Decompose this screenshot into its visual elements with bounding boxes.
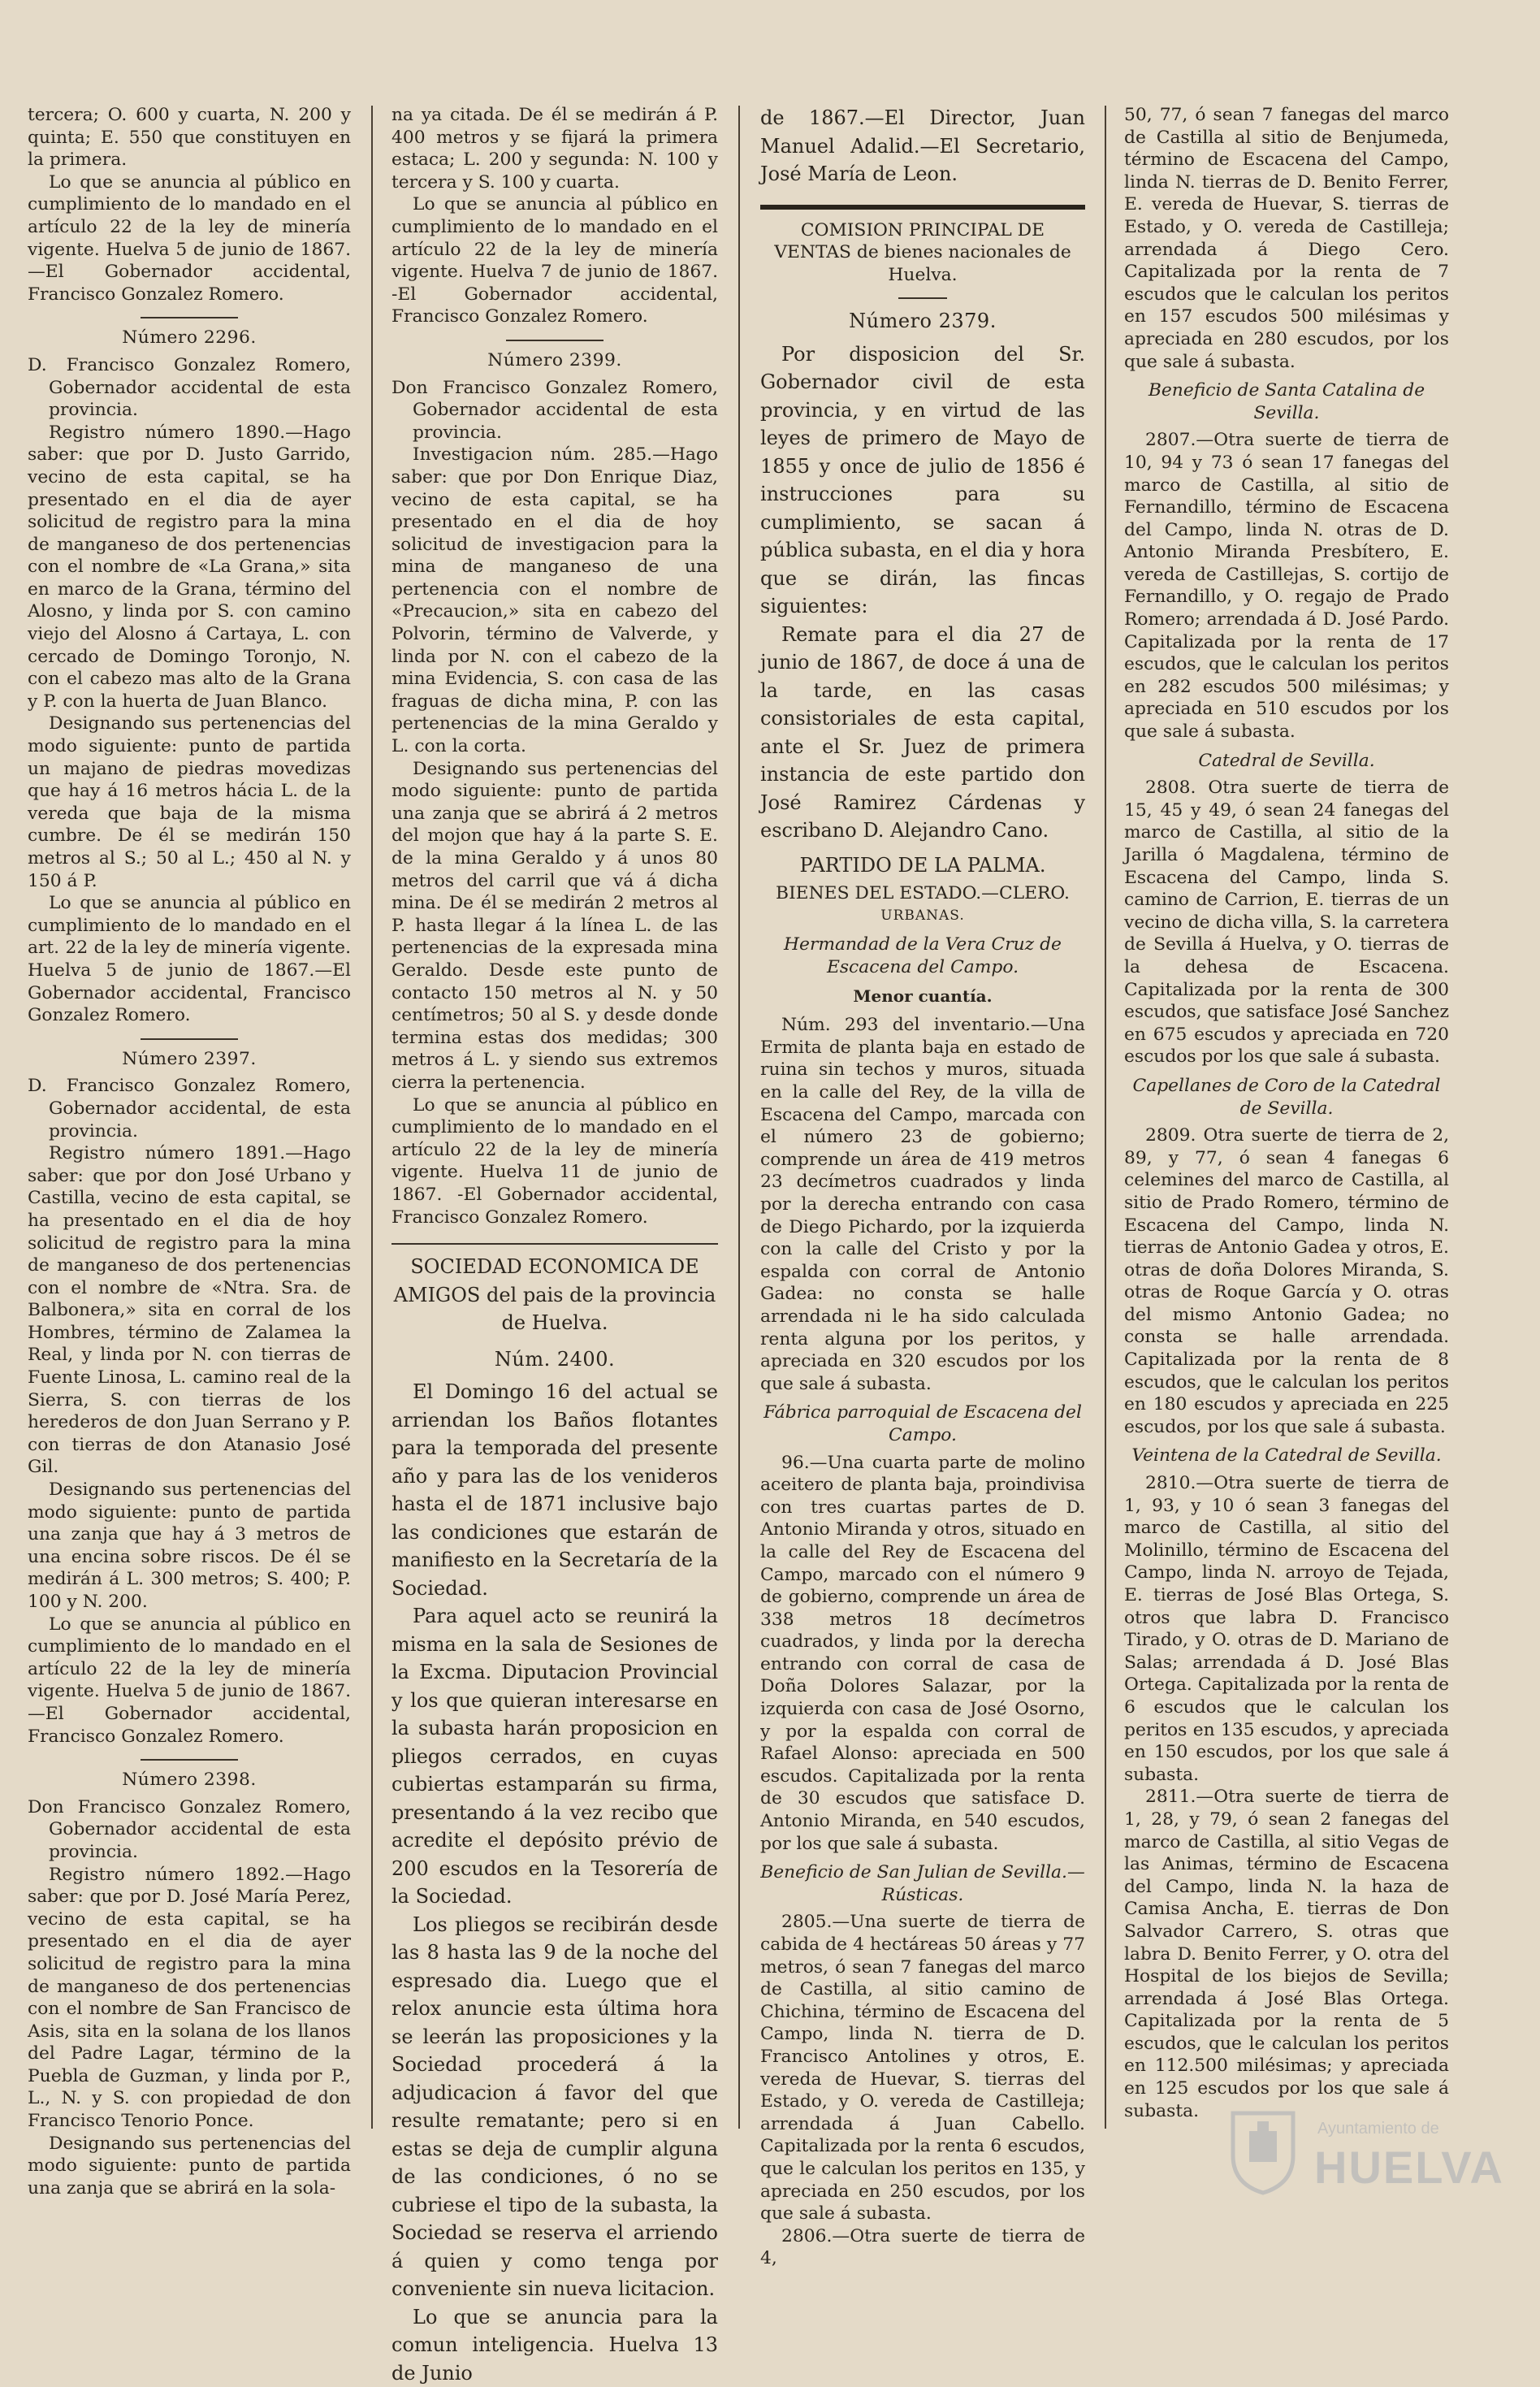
paragraph: Remate para el dia 27 de junio de 1867, de doce á una de la tarde, en las casas consistoriales de esta capital, ante el Sr. Juez de primera instancia de este partido don José Ramirez Cárdenas y escribano D. Alejandro Cano. xyxy=(760,622,1085,843)
paragraph: Lo que se anuncia al público en cumplimiento de lo mandado en el artículo 22 de la ley de minería vigente. Huelva 5 de junio de 1867. —El Gobernador accidental, Francisco Gonzalez Romero. xyxy=(28,1614,351,1747)
paragraph: Registro número 1891.—Hago saber: que por don José Urbano y Castilla, vecino de esta capital, se ha presentado en el dia de hoy solicitud de registro para la mina de manganeso de dos pertenencias con el nombre de «Ntra. Sra. de Balbonera,» sita en corral de los Hombres, término de Zalamea la Real, y linda por N. con tierras de Fuente Linosa, L. camino real de la Sierra, S. con tierras de los herederos de don Juan Serrano y P. con tierras de don Atanasio José Gil. xyxy=(28,1143,351,1478)
watermark-main-text: HUELVA xyxy=(1314,2142,1504,2193)
paragraph: Designando sus pertenencias del modo siguiente: punto de partida una zanja que se abrirá en la sola- xyxy=(28,2133,351,2199)
owner-heading: Catedral de Sevilla. xyxy=(1198,750,1375,771)
separator-rule xyxy=(898,297,947,299)
notice-heading: D. Francisco Gonzalez Romero, Gobernador accidental, de esta provincia. xyxy=(28,1076,351,1142)
section-rule xyxy=(760,205,1085,210)
paragraph: 2811.—Otra suerte de tierra de 1, 28, y 79, ó sean 2 fanegas del marco de Castilla, al sitio Vegas de las Animas, término de Escacena del Campo, linda N. la haza de Camisa Ancha, E. tierras de Don Salvador Carrero, S. otras que labra D. Benito Ferrer, y O. otra del Hospital de los biejos de Sevilla; arrendada á José Blas Ortega. Capitalizada por la renta de 5 escudos, que le calculan los peritos en 112.500 milésimas; y apreciada en 125 escudos por los que sale á subasta. xyxy=(1124,1787,1449,2121)
column-2 xyxy=(391,104,718,2385)
notice-number: Número 2397. xyxy=(122,1048,257,1069)
separator-rule xyxy=(506,340,603,341)
paragraph: Registro número 1890.—Hago saber: que por D. Justo Garrido, vecino de esta capital, se ha presentado en el dia de ayer solicitud de registro para la mina de manganeso de dos pertenencias con el nombre de «La Grana,» sita en marco de la Grana, término del Alosno, y linda por S. con camino viejo del Alosno á Cartaya, L. con cercado de Domingo Toronjo, N. con el cabezo mas alto de la Grana y P. con la huerta de Juan Blanco. xyxy=(28,422,351,712)
column-1 xyxy=(28,104,351,2199)
paragraph: Registro número 1892.—Hago saber: que por D. José María Perez, vecino de esta capital, se ha presentado en el dia de ayer solicitud de registro para la mina de manganeso de dos pertenencias con el nombre de San Francisco de Asis, sita en la solana de los llanos del Padre Lagar, término de la Puebla de Guzman, y linda por P., L., N. y S. con propiedad de don Francisco Tenorio Ponce. xyxy=(28,1864,351,2132)
paragraph: Lo que se anuncia al público en cumplimiento de lo mandado en el art. 22 de la ley de minería vigente. Huelva 5 de junio de 1867.—El Gobernador accidental, Francisco Gonzalez Romero. xyxy=(28,893,351,1026)
paragraph: tercera; O. 600 y cuarta, N. 200 y quinta; E. 550 que constituyen en la primera. xyxy=(28,105,351,171)
notice-number: Núm. 2400. xyxy=(494,1347,616,1371)
paragraph: de 1867.—El Director, Juan Manuel Adalid.—El Secretario, José María de Leon. xyxy=(760,106,1085,185)
paragraph: Designando sus pertenencias del modo siguiente: punto de partida un majano de piedras movedizas que hay á 16 metros hácia L. de la vereda que baja de la misma cumbre. De él se medirán 150 metros al S.; 50 al L.; 450 al N. y 150 á P. xyxy=(28,713,351,891)
paragraph: Para aquel acto se reunirá la misma en la sala de Sesiones de la Excma. Diputacion Provincial y los que quieran interesarse en la subasta harán proposicion en pliegos cerrados, en cuyas cubiertas estamparán su firma, presentando á la vez recibo que acredite el depósito prévio de 200 escudos en la Tesorería de la Sociedad. xyxy=(391,1605,718,1908)
paragraph: 96.—Una cuarta parte de molino aceitero de planta baja, proindivisa con tres cuartas partes de D. Antonio Miranda y otros, situado en la calle del Rey de Escacena del Campo, marcado con el número 9 de gobierno, comprende un área de 338 metros 18 decímetros cuadrados, y linda por la derecha entrando con corral de casa de Doña Dolores Salazar, por la izquierda con casa de José Osorno, y por la espalda con corral de Rafael Alonso: apreciada en 500 escudos. Capitalizada por la renta de 30 escudos que satisface D. Antonio Miranda, en 540 escudos, por los que sale á subasta. xyxy=(760,1452,1085,1854)
paragraph: 50, 77, ó sean 7 fanegas del marco de Castilla al sitio de Benjumeda, término de Escacena del Campo, linda N. tierras de D. Benito Ferrer, E. vereda de Huevar, S. tierras de Estado, y O. vereda de Castilleja; arrendada á Diego Cero. Capitalizada por la renta de 7 escudos que le calculan los peritos en 157 escudos 500 milésimas y apreciada en 280 escudos, por los que sale á subasta. xyxy=(1124,105,1449,372)
separator-rule xyxy=(141,1759,238,1761)
paragraph: Investigacion núm. 285.—Hago saber: que por Don Enrique Diaz, vecino de esta capital, se ha presentado en el dia de hoy solicitud de investigacion para la mina de manganeso de una pertenencia con el nombre de «Precaucion,» sita en cabezo del Polvorin, término de Valverde, y linda por N. con el cabezo de la mina Evidencia, S. con casa de las fraguas de dicha mina, P. con las pertenencias de la mina Geraldo y L. con la corta. xyxy=(391,444,718,757)
paragraph: Núm. 293 del inventario.—Una Ermita de planta baja en estado de ruina sin techos y muros, situada en la calle del Rey, de la villa de Escacena del Campo, marcada con el número 23 de gobierno; comprende un área de 419 metros 23 decímetros cuadrados y linda por la derecha entrando con casa de Diego Pichardo, por la izquierda con la calle del Cristo y por la espalda con corral de Antonio Gadea: no consta se halle arrendada ni le ha sido calculada renta alguna por los peritos, y apreciada en 320 escudos por los que sale á subasta. xyxy=(760,1015,1085,1394)
paragraph: Lo que se anuncia al público en cumplimiento de lo mandado en el artículo 22 de la ley de minería vigente. Huelva 5 de junio de 1867.—El Gobernador accidental, Francisco Gonzalez Romero. xyxy=(28,171,351,305)
column-divider xyxy=(1105,106,1106,2129)
notice-heading: D. Francisco Gonzalez Romero, Gobernador accidental de esta provincia. xyxy=(28,354,351,421)
paragraph: Los pliegos se recibirán desde las 8 hasta las 9 de la noche del espresado dia. Luego que el relox anuncie esta última hora se leerán las proposiciones y la Sociedad procederá á la adjudicacion á favor del que resulte rematante; pero si en estas se deja de cumplir alguna de las condiciones, ó no se cubriese el tipo de la subasta, la Sociedad se reserva el arriendo á quien y como tenga por conveniente sin nueva licitacion. xyxy=(391,1913,718,2301)
owner-heading: Capellanes de Coro de la Catedral de Sevilla. xyxy=(1132,1075,1441,1119)
paragraph: Designando sus pertenencias del modo siguiente: punto de partida una zanja que hay á 3 metros de una encina sobre riscos. De él se medirán á L. 300 metros; S. 400; P. 100 y N. 200. xyxy=(28,1479,351,1612)
paragraph: 2807.—Otra suerte de tierra de 10, 94 y 73 ó sean 17 fanegas del marco de Castilla, al sitio de Fernandillo, término de Escacena del Campo, linda N. otras de D. Antonio Miranda Presbítero, E. vereda de Castillejas, S. cortijo de Fernandillo, y O. regajo de Prado Romero; arrendada á D. José Pardo. Capitalizada por la renta de 17 escudos, que le calculan los peritos en 282 escudos 500 milésimas; y apreciada en 510 escudos por los que sale á subasta. xyxy=(1124,430,1449,743)
notice-number: Número 2399. xyxy=(487,349,622,370)
section-rule xyxy=(391,1243,718,1245)
column-divider xyxy=(371,106,373,2129)
archive-watermark xyxy=(1226,2107,1504,2196)
column-3 xyxy=(760,104,1085,2269)
notice-number: Número 2379. xyxy=(849,310,997,333)
owner-heading: Beneficio de San Julian de Sevilla.— Rústicas. xyxy=(760,1862,1085,1905)
notice-heading: Don Francisco Gonzalez Romero, Gobernador accidental de esta provincia. xyxy=(28,1796,351,1862)
notice-number: Número 2296. xyxy=(122,327,257,349)
commission-title: COMISION PRINCIPAL DE VENTAS de bienes nacionales de Huelva. xyxy=(774,219,1071,285)
society-title: SOCIEDAD ECONOMICA DE AMIGOS del pais de la provincia de Huelva. xyxy=(393,1255,716,1335)
notice-heading: Don Francisco Gonzalez Romero, Gobernador accidental de esta provincia. xyxy=(391,377,718,443)
district-heading: PARTIDO DE LA PALMA. xyxy=(799,853,1046,877)
city-shield-icon xyxy=(1226,2107,1300,2196)
paragraph: na ya citada. De él se medirán á P. 400 metros y se fijará la primera estaca; L. 200 y segunda: N. 100 y tercera y S. 100 y cuarta. xyxy=(391,105,718,193)
owner-heading: Fábrica parroquial de Escacena del Campo. xyxy=(764,1402,1082,1445)
notice-number: Número 2398. xyxy=(122,1770,257,1791)
subcategory-heading: URBANAS. xyxy=(880,907,965,924)
separator-rule xyxy=(141,1038,238,1040)
owner-heading: Hermandad de la Vera Cruz de Escacena del Campo. xyxy=(784,934,1062,978)
paragraph: Lo que se anuncia al público en cumplimiento de lo mandado en el artículo 22 de la ley de minería vigente. Huelva 7 de junio de 1867. -El Gobernador accidental, Francisco Gonzalez Romero. xyxy=(391,194,718,327)
owner-heading: Veintena de la Catedral de Sevilla. xyxy=(1131,1445,1442,1466)
owner-heading: Beneficio de Santa Catalina de Sevilla. xyxy=(1148,380,1425,423)
paragraph: Por disposicion del Sr. Gobernador civil de esta provincia, y en virtud de las leyes de primero de Mayo de 1855 y once de julio de 1856 é instrucciones para su cumplimiento, se sacan á pública subasta, en el dia y hora que se dirán, las fincas siguientes: xyxy=(760,342,1085,618)
separator-rule xyxy=(141,317,238,318)
column-4 xyxy=(1124,104,1449,2135)
paragraph: Designando sus pertenencias del modo siguiente: punto de partida una zanja que se abrirá á 2 metros del mojon que hay á la parte S. E. de la mina Geraldo y á unos 80 metros del carril que vá á dicha mina. De él se medirán 2 metros al P. hasta llegar á la línea L. de las pertenencias de la expresada mina Geraldo. Desde este punto de contacto 150 metros al N. y 50 centímetros; 50 al S. y desde donde termina estas dos medidas; 300 metros á L. y siendo sus extremos cierra la pertenencia. xyxy=(391,758,718,1093)
value-class-heading: Menor cuantía. xyxy=(853,986,993,1006)
category-heading: BIENES DEL ESTADO.—CLERO. xyxy=(776,883,1070,904)
paragraph: 2808. Otra suerte de tierra de 15, 45 y 49, ó sean 24 fanegas del marco de Castilla, al sitio de la Jarilla ó Magdalena, término de Escacena del Campo, linda S. camino de Carrion, E. tierras de un vecino de dicha villa, S. la carretera de Sevilla á Huelva, y O. tierras de la dehesa de Escacena. Capitalizada por la renta de 300 escudos, que satisface José Sanchez en 675 escudos y apreciada en 720 escudos por los que sale á subasta. xyxy=(1124,778,1449,1068)
paragraph: 2805.—Una suerte de tierra de cabida de 4 hectáreas 50 áreas y 77 metros, ó sean 7 fanegas del marco de Castilla, al sitio camino de Chichina, término de Escacena del Campo, linda N. tierra de D. Francisco Antolines y otros, E. vereda de Huevar, S. tierras del Estado, y O. vereda de Castilleja; arrendada á Juan Cabello. Capitalizada por la renta 6 escudos, que le calculan los peritos en 135, y apreciada en 250 escudos, por los que sale á subasta. xyxy=(760,1912,1085,2225)
watermark-top-text: Ayuntamiento de xyxy=(1317,2120,1439,2138)
paragraph: 2809. Otra suerte de tierra de 2, 89, y 77, ó sean 4 fanegas 6 celemines del marco de Castilla, al sitio de Prado Romero, término de Escacena del Campo, linda N. tierras de Antonio Gadea y otros, E. otras de doña Dolores Miranda, S. otras de Roque García y O. otras del mismo Antonio Gadea; no consta se halle arrendada. Capitalizada por la renta de 8 escudos, que le calculan los peritos en 180 escudos y apreciada en 225 escudos, por los que sale á subasta. xyxy=(1124,1125,1449,1437)
paragraph: El Domingo 16 del actual se arriendan los Baños flotantes para la temporada del presente año y para las de los venideros hasta el de 1871 inclusive bajo las condiciones que estarán de manifiesto en la Secretaría de la Sociedad. xyxy=(391,1380,718,1600)
paragraph: Lo que se anuncia al público en cumplimiento de lo mandado en el artículo 22 de la ley de minería vigente. Huelva 11 de junio de 1867. -El Gobernador accidental, Francisco Gonzalez Romero. xyxy=(391,1094,718,1228)
paragraph: 2806.—Otra suerte de tierra de 4, xyxy=(760,2225,1085,2269)
column-divider xyxy=(738,106,740,2129)
paragraph: 2810.—Otra suerte de tierra de 1, 93, y 10 ó sean 3 fanegas del marco de Castilla, al sitio del Molinillo, término de Escacena del Campo, linda N. arroyo de Tejada, E. tierras de José Blas Ortega, S. otros que labra D. Francisco Tirado, y O. otras de D. Mariano de Salas; arrendada á D. José Blas Ortega. Capitalizada por la renta de 6 escudos que le calculan los peritos en 135 escudos, y apreciada en 150 escudos, por los que sale á subasta. xyxy=(1124,1473,1449,1785)
paragraph: Lo que se anuncia para la comun inteligencia. Huelva 13 de Junio xyxy=(391,2305,718,2385)
